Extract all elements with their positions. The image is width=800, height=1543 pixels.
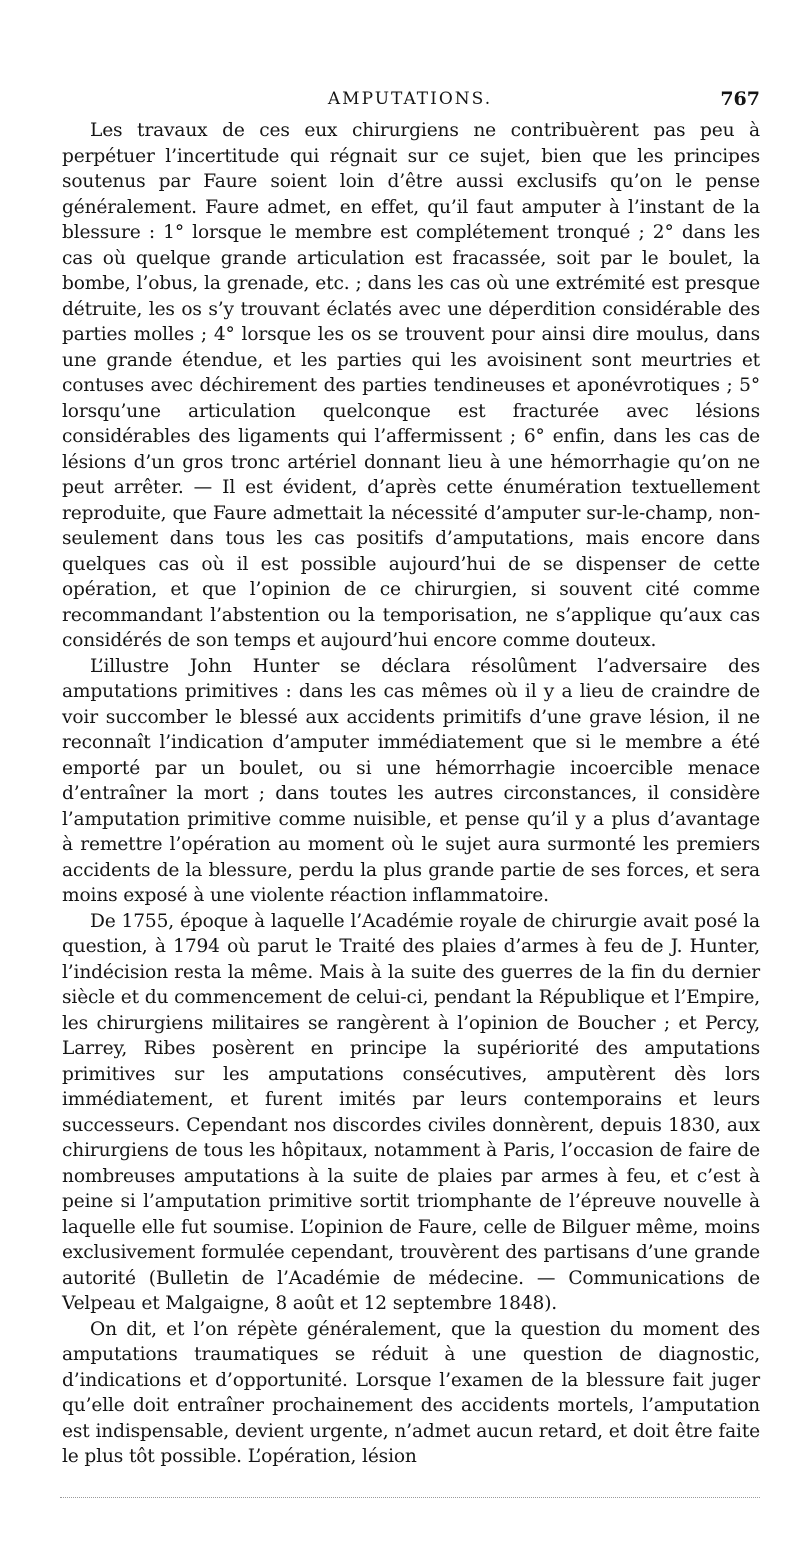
paragraph-hunter: L’illustre John Hunter se déclara résolûment l’adversaire des amputations primitives : dans les cas mêmes où il y a lieu de craindre de voir succomber le blessé aux accidents primitifs d’une grave lésion, il ne reconnaît l’indication d’amputer immédiatement que si le membre a été emporté par un boulet, ou si une hémorrhagie incoercible menace d’entraîner la mort ; dans toutes les autres circonstances, il considère l’amputation primitive comme nuisible, et pense qu’il y a plus d’avantage à remettre l’opération au moment où le sujet aura surmonté les premiers accidents de la blessure, perdu la plus grande partie de ses forces, et sera moins exposé à une violente réaction inflammatoire.	[62, 655, 760, 906]
page-header	[60, 86, 760, 112]
paragraph-faure: Les travaux de ces eux chirurgiens ne contribuèrent pas peu à perpétuer l’incertitude qui régnait sur ce sujet, bien que les principes soutenus par Faure soient loin d’être aussi exclusifs qu’on le pense généralement. Faure admet, en effet, qu’il faut amputer à l’instant de la blessure : 1° lorsque le membre est complétement tronqué ; 2° dans les cas où quelque grande articulation est fracassée, soit par le boulet, la bombe, l’obus, la grenade, etc. ; dans les cas où une extrémité est presque détruite, les os s’y trouvant éclatés avec une déperdition considérable des parties molles ; 4° lorsque les os se trouvent pour ainsi dire moulus, dans une grande étendue, et les parties qui les avoisinent sont meurtries et contuses avec déchirement des parties tendineuses et aponévrotiques ; 5° lorsqu’une articulation quelconque est fracturée avec lésions considérables des ligaments qui l’affermissent ; 6° enfin, dans les cas de lésions d’un gros tronc artériel donnant lieu à une hémorrhagie qu’on ne peut arrêter. — Il est évident, d’après cette énumération textuellement reproduite, que Faure admettait la nécessité d’amputer sur-le-champ, non-seulement dans tous les cas positifs d’amputations, mais encore dans quelques cas où il est possible aujourd’hui de se dispenser de cette opération, et que l’opinion de ce chirurgien, si souvent cité comme recommandant l’abstention ou la temporisation, ne s’applique qu’aux cas considérés de son temps et aujourd’hui encore comme douteux.	[62, 120, 760, 651]
footer-rule	[60, 1497, 760, 1498]
page-number: 767	[720, 88, 760, 110]
running-title: AMPUTATIONS.	[327, 89, 493, 109]
paragraph-diagnostic: On dit, et l’on répète généralement, que la question du moment des amputations traumatiques se réduit à une question de diagnostic, d’indications et d’opportunité. Lorsque l’examen de la blessure fait juger qu’elle doit entraîner prochainement des accidents mortels, l’amputation est indispensable, devient urgente, n’admet aucun retard, et doit être faite le plus tôt possible. L’opération, lésion	[62, 1318, 760, 1467]
body-text	[62, 118, 760, 1470]
paragraph-history: De 1755, époque à laquelle l’Académie royale de chirurgie avait posé la question, à 1794 où parut le Traité des plaies d’armes à feu de J. Hunter, l’indécision resta la même. Mais à la suite des guerres de la fin du dernier siècle et du commencement de celui-ci, pendant la République et l’Empire, les chirurgiens militaires se rangèrent à l’opinion de Boucher ; et Percy, Larrey, Ribes posèrent en principe la supériorité des amputations primitives sur les amputations consécutives, amputèrent dès lors immédiatement, et furent imités par leurs contemporains et leurs successeurs. Cependant nos discordes civiles donnèrent, depuis 1830, aux chirurgiens de tous les hôpitaux, notamment à Paris, l’occasion de faire de nombreuses amputations à la suite de plaies par armes à feu, et c’est à peine si l’amputation primitive sortit triomphante de l’épreuve nouvelle à laquelle elle fut soumise. L’opinion de Faure, celle de Bilguer même, moins exclusivement formulée cependant, trouvèrent des partisans d’une grande autorité (Bulletin de l’Académie de médecine. — Communications de Velpeau et Malgaigne, 8 août et 12 septembre 1848).	[62, 910, 760, 1314]
